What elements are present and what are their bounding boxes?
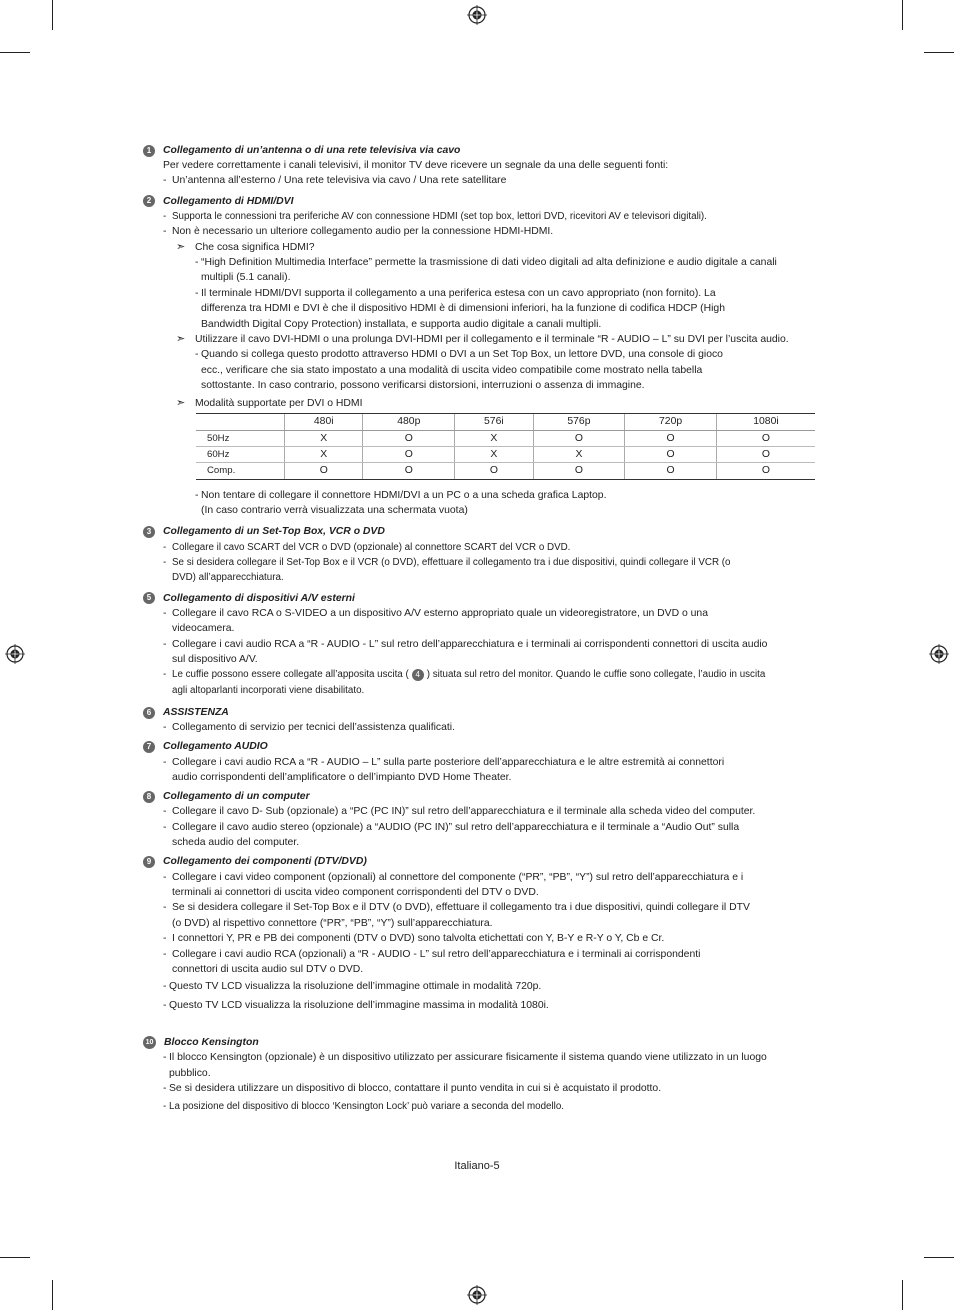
list-item: - Collegare i cavi audio RCA (opzionali) a “R - AUDIO - L” sul retro dell’apparecchiatura e i terminali ai corrispondenti connettori di uscita audio sul DTV o DVD. <box>163 948 701 976</box>
page-content <box>143 143 823 1118</box>
list-item: - Collegare i cavi video component (opzionali) al connettore del componente (“PR”, “PB”, “Y”) sul retro dell’apparecchiatura e i terminali ai connettori di uscita video component corrispondenti del DTV o DVD. <box>163 871 744 899</box>
arrow-right-icon: ➣ <box>176 240 186 253</box>
section-title: Collegamento di un’antenna o di una rete televisiva via cavo <box>163 144 461 156</box>
crop-mark <box>924 1257 954 1258</box>
registration-mark-icon <box>929 644 949 664</box>
numbered-circle-icon: 10 <box>143 1036 156 1049</box>
list-item: - Collegare il cavo RCA o S-VIDEO a un dispositivo A/V esterno appropriato quale un videoregistratore, un DVD o una videocamera. <box>163 607 708 635</box>
list-item: - La posizione del dispositivo di blocco ‘Kensington Lock’ può variare a seconda del modello. <box>163 1100 565 1112</box>
list-item: - Un’antenna all’esterno / Una rete televisiva via cavo / Una rete satellitare <box>163 175 507 187</box>
list-item: - Se si desidera collegare il Set-Top Box e il VCR (o DVD), effettuare il collegamento tra i due dispositivi, quindi collegare il VCR (o DVD) all’apparecchiatura. <box>163 556 731 584</box>
crop-mark <box>52 1280 53 1310</box>
list-item: - Supporta le connessioni tra periferiche AV con connessione HDMI (set top box, lettori DVD, ricevitori AV e televisori digitali). <box>163 210 707 222</box>
arrow-right-icon: ➣ <box>176 333 186 346</box>
numbered-circle-icon: 4 <box>412 669 424 681</box>
registration-mark-icon <box>467 1285 487 1305</box>
section-components <box>143 855 823 1014</box>
registration-mark-icon <box>5 644 25 664</box>
numbered-circle-icon: 1 <box>143 145 155 157</box>
list-item: - Collegare il cavo SCART del VCR o DVD (opzionale) al connettore SCART del VCR o DVD. <box>163 541 571 553</box>
numbered-circle-icon: 6 <box>143 707 155 719</box>
list-item: - Se si desidera utilizzare un dispositivo di blocco, contattare il punto vendita in cui si è acquistato il prodotto. <box>163 1083 662 1095</box>
section-audio <box>143 740 823 786</box>
crop-mark <box>52 0 53 30</box>
list-item: - Il blocco Kensington (opzionale) è un dispositivo utilizzato per assicurare fisicamente il sistema quando viene utilizzato in un luogo pubblico. <box>163 1052 767 1079</box>
section-title: ASSISTENZA <box>163 706 229 718</box>
list-item: - Collegamento di servizio per tecnici dell’assistenza qualificati. <box>163 722 455 734</box>
modes-table <box>196 413 815 480</box>
paragraph: (In caso contrario verrà visualizzata una schermata vuota) <box>201 505 468 517</box>
numbered-circle-icon: 9 <box>143 856 155 868</box>
list-item: - I connettori Y, PR e PB dei componenti (DTV o DVD) sono talvolta etichettati con Y, B-Y e R-Y o Y, Cb e Cr. <box>163 933 665 945</box>
list-item: - Collegare il cavo audio stereo (opzionale) a “AUDIO (PC IN)” sul retro dell’apparecchiatura e il terminale a “Audio Out” sulla scheda audio del computer. <box>163 821 740 849</box>
numbered-circle-icon: 2 <box>143 195 155 207</box>
section-av-devices <box>143 591 823 698</box>
crop-mark <box>924 52 954 53</box>
crop-mark <box>902 1280 903 1310</box>
list-item: - Non è necessario un ulteriore collegamento audio per la connessione HDMI-HDMI. <box>163 226 554 238</box>
table-header-row: 480i 480p 576i 576p 720p 1080i <box>196 414 815 430</box>
list-item: - Collegare i cavi audio RCA a “R - AUDIO - L” sul retro dell’apparecchiatura e i terminali ai corrispondenti connettori di uscita audio sul dispositivo A/V. <box>163 638 768 665</box>
section-hdmi <box>143 194 823 519</box>
section-title: Collegamento di un Set-Top Box, VCR o DVD <box>163 526 385 538</box>
section-service <box>143 705 823 735</box>
numbered-circle-icon: 8 <box>143 791 155 803</box>
note-item: ➣ Utilizzare il cavo DVI-HDMI o una prolunga DVI-HDMI per il collegamento e il terminale “R - AUDIO – L” su DVI per l’uscita audio. <box>143 332 823 347</box>
list-item: - Quando si collega questo prodotto attraverso HDMI o DVI a un Set Top Box, un lettore DVD, una console di gioco ecc., verificare che sia stato impostato a una modalità di uscita video compatibile come mostrato nella tabella sottostante. In caso contrario, possono verificarsi distorsioni, interruzioni o assenza di immagine. <box>195 349 723 392</box>
list-item: - Le cuffie possono essere collegate all’apposita uscita ( 4 ) situata sul retro del monitor. Quando le cuffie sono collegate, l’audio in uscita agli altoparlanti incorporati viene disabilitato. <box>163 669 766 696</box>
section-set-top-box <box>143 525 823 586</box>
section-kensington <box>143 1035 823 1114</box>
section-title: Collegamento di un computer <box>163 791 310 803</box>
list-item: - Il terminale HDMI/DVI supporta il collegamento a una periferica estesa con un cavo appropriato (non fornito). La differenza tra HDMI e DVI è che il dispositivo HDMI è di dimensioni inferiori, ha la funzione di codifica HDCP (High Bandwidth Digital Copy Protection) installata, e supporta audio digitale a canali multipli. <box>195 287 725 330</box>
note-item: ➣ Che cosa significa HDMI? <box>143 240 823 255</box>
numbered-circle-icon: 7 <box>143 741 155 753</box>
list-item: - Collegare il cavo D- Sub (opzionale) a “PC (PC IN)” sul retro dell’apparecchiatura e il terminale alla scheda video del computer. <box>163 806 756 818</box>
table-row: Comp. O O O O O O <box>196 463 815 479</box>
note-item: ➣ Modalità supportate per DVI o HDMI <box>143 396 823 411</box>
note-item: - Questo TV LCD visualizza la risoluzione dell’immagine ottimale in modalità 720p. <box>163 981 542 993</box>
page-number: Italiano-5 <box>454 1160 500 1172</box>
section-title: Blocco Kensington <box>164 1037 259 1049</box>
numbered-circle-icon: 5 <box>143 592 155 604</box>
crop-mark <box>902 0 903 30</box>
crop-mark <box>0 52 30 53</box>
registration-mark-icon <box>467 5 487 25</box>
section-title: Collegamento di HDMI/DVI <box>163 195 294 207</box>
section-title: Collegamento dei componenti (DTV/DVD) <box>163 856 367 868</box>
crop-mark <box>0 1257 30 1258</box>
list-item: - Non tentare di collegare il connettore HDMI/DVI a un PC o a una scheda grafica Laptop. <box>195 489 607 501</box>
list-item: - “High Definition Multimedia Interface” permette la trasmissione di dati video digitali ad alta definizione e audio digitale a canali multipli (5.1 canali). <box>195 257 777 284</box>
table-row: 50Hz X O X O O O <box>196 430 815 446</box>
numbered-circle-icon: 3 <box>143 526 155 538</box>
table-row: 60Hz X O X X O O <box>196 446 815 462</box>
paragraph: Per vedere correttamente i canali televisivi, il monitor TV deve ricevere un segnale da una delle seguenti fonti: <box>163 160 669 171</box>
list-item: - Collegare i cavi audio RCA a “R - AUDIO – L” sulla parte posteriore dell’apparecchiatura e le altre estremità ai connettori audio corrispondenti dell’amplificatore o dell’impianto DVD Home Theater. <box>163 756 725 783</box>
section-computer <box>143 789 823 850</box>
section-antenna <box>143 143 823 189</box>
section-title: Collegamento AUDIO <box>163 741 268 753</box>
list-item: - Se si desidera collegare il Set-Top Box e il DTV (o DVD), effettuare il collegamento tra i due dispositivi, quindi collegare il DTV (o DVD) al rispettivo connettore (“PR”, “PB”, “Y”) sull’apparecchiatura. <box>163 902 750 929</box>
arrow-right-icon: ➣ <box>176 396 186 409</box>
section-title: Collegamento di dispositivi A/V esterni <box>163 592 355 604</box>
note-item: - Questo TV LCD visualizza la risoluzione dell’immagine massima in modalità 1080i. <box>163 999 549 1011</box>
